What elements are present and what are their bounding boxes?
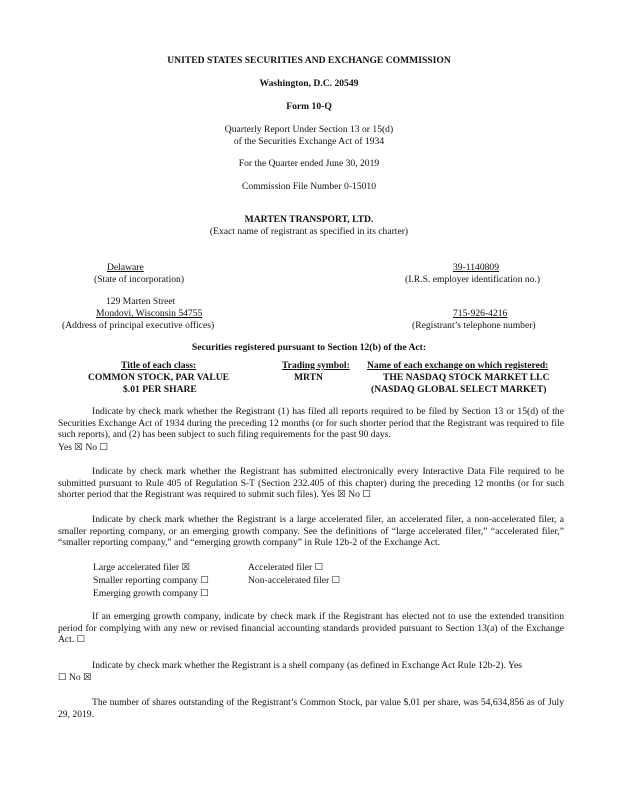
registrant-name: MARTEN TRANSPORT, LTD. <box>244 214 374 225</box>
interactive-data-paragraph: Indicate by check mark whether the Registrant has submitted electronically every Interactive Data File required to be submitted pursuant to Rule 405 of Regulation S-T (Section 232.405 of this chapter) during the preceding 12 months (or for such shorter period that the Registrant was required to submit such files). Yes ☒ No ☐ <box>58 466 564 501</box>
state-caption: (State of incorporation) <box>94 274 185 285</box>
filer-accelerated: Accelerated filer ☐ <box>248 562 324 573</box>
report-description-line1: Quarterly Report Under Section 13 or 15(d) <box>224 124 394 135</box>
interactive-data-checkboxes: Yes ☒ No ☐ <box>320 489 371 501</box>
filer-non-accelerated: Non-accelerated filer ☐ <box>248 575 341 586</box>
periodic-reports-paragraph: Indicate by check mark whether the Registrant (1) has filed all reports required to be filed by Section 13 or 15(d) of the Securities Exchange Act of 1934 during the preceding 12 months (or for such shorter period that the Registrant was required to file such reports), and (2) has been subject to such filing requirements for the past 90 days. <box>58 406 564 441</box>
periodic-reports-checkboxes: Yes ☒ No ☐ <box>58 442 109 453</box>
column-title-class: Title of each class: <box>121 360 197 371</box>
trading-symbol: MRTN <box>294 372 323 383</box>
shell-company-checkboxes: ☐ No ☒ <box>58 672 92 683</box>
security-class-line2: $.01 PER SHARE <box>123 384 197 395</box>
exchange-name-line2: (NASDAQ GLOBAL SELECT MARKET) <box>371 384 547 395</box>
shares-outstanding-paragraph: The number of shares outstanding of the Registrant’s Common Stock, par value $.01 per share, was 54,634,856 as of July 29, 2019. <box>58 697 564 720</box>
filer-smaller-reporting: Smaller reporting company ☐ <box>93 575 209 586</box>
address-street: 129 Marten Street <box>106 296 176 307</box>
telephone-number: 715-926-4216 <box>453 308 508 319</box>
ein-caption: (I.R.S. employer identification no.) <box>405 274 541 285</box>
filer-status-paragraph: Indicate by check mark whether the Registrant is a large accelerated filer, an accelerated filer, a non-accelerated filer, a smaller reporting company, or an emerging growth company. See the definitions of “large accelerated filer,” “accelerated filer,” “smaller reporting company,” and “emerging growth company” in Rule 12b-2 of the Exchange Act. <box>58 514 564 549</box>
agency-title: UNITED STATES SECURITIES AND EXCHANGE COMMISSION <box>167 55 451 66</box>
shell-company-paragraph: Indicate by check mark whether the Registrant is a shell company (as defined in Exchange Act Rule 12b-2). Yes <box>92 660 522 671</box>
transition-period-checkbox: ☐ <box>76 634 86 646</box>
quarter-period: For the Quarter ended June 30, 2019 <box>238 158 380 169</box>
registrant-name-caption: (Exact name of registrant as specified in its charter) <box>209 226 409 237</box>
column-trading-symbol: Trading symbol: <box>282 360 350 371</box>
filer-emerging-growth: Emerging growth company ☐ <box>93 588 209 599</box>
agency-location: Washington, D.C. 20549 <box>259 78 359 89</box>
security-class-line1: COMMON STOCK, PAR VALUE <box>88 372 230 383</box>
ein-number: 39-1140809 <box>453 262 500 273</box>
transition-period-paragraph: If an emerging growth company, indicate by check mark if the Registrant has elected not to use the extended transition period for complying with any new or revised financial accounting standards provided pursuant to Section 13(a) of the Exchange Act. ☐ <box>58 611 564 646</box>
exchange-name-line1: THE NASDAQ STOCK MARKET LLC <box>383 372 550 383</box>
commission-file-number: Commission File Number 0-15010 <box>241 181 377 192</box>
form-type: Form 10-Q <box>286 101 332 112</box>
address-caption: (Address of principal executive offices) <box>62 320 215 331</box>
telephone-caption: (Registrant’s telephone number) <box>412 320 536 331</box>
report-description-line2: of the Securities Exchange Act of 1934 <box>233 136 385 147</box>
filer-large-accelerated: Large accelerated filer ☒ <box>93 562 191 573</box>
state-of-incorporation: Delaware <box>107 262 144 273</box>
address-city: Mondovi, Wisconsin 54755 <box>96 308 203 319</box>
securities-heading: Securities registered pursuant to Section 12(b) of the Act: <box>191 342 427 353</box>
column-exchange-name: Name of each exchange on which registered: <box>367 360 549 371</box>
